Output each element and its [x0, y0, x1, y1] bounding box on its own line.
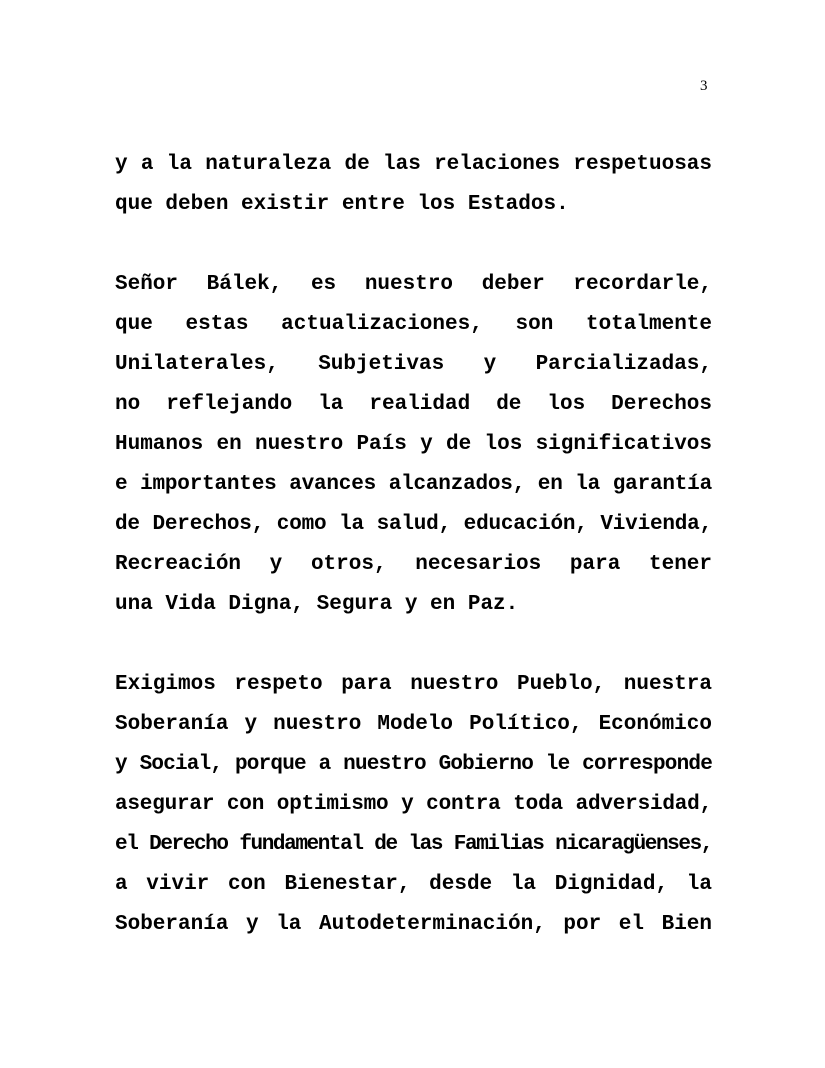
text-line: que deben existir entre los Estados. [115, 193, 569, 216]
paragraph [115, 145, 712, 225]
text-line: Soberanía y nuestro Modelo Político, Económico [115, 713, 712, 736]
text-line: no reflejando la realidad de los Derechos [115, 393, 712, 416]
paragraph [115, 665, 712, 945]
text-line: y Social, porque a nuestro Gobierno le corresponde [115, 753, 712, 776]
text-line: Recreación y otros, necesarios para tener [115, 553, 712, 576]
text-line: una Vida Digna, Segura y en Paz. [115, 593, 519, 616]
document-body [115, 145, 712, 985]
text-line: Humanos en nuestro País y de los significativos [115, 433, 712, 456]
text-line: Exigimos respeto para nuestro Pueblo, nuestra [115, 673, 712, 696]
text-line: asegurar con optimismo y contra toda adversidad, [115, 793, 712, 816]
text-line: el Derecho fundamental de las Familias nicaragüenses, [115, 833, 712, 856]
text-line: a vivir con Bienestar, desde la Dignidad, la [115, 873, 712, 896]
text-line: Unilaterales, Subjetivas y Parcializadas, [115, 353, 712, 376]
paragraph [115, 265, 712, 625]
text-line: y a la naturaleza de las relaciones respetuosas [115, 153, 712, 176]
text-line: Soberanía y la Autodeterminación, por el Bien [115, 913, 712, 936]
text-line: de Derechos, como la salud, educación, Vivienda, [115, 513, 712, 536]
page-number: 3 [700, 78, 708, 94]
text-line: que estas actualizaciones, son totalmente [115, 313, 712, 336]
text-line: e importantes avances alcanzados, en la garantía [115, 473, 712, 496]
text-line: Señor Bálek, es nuestro deber recordarle, [115, 273, 712, 296]
